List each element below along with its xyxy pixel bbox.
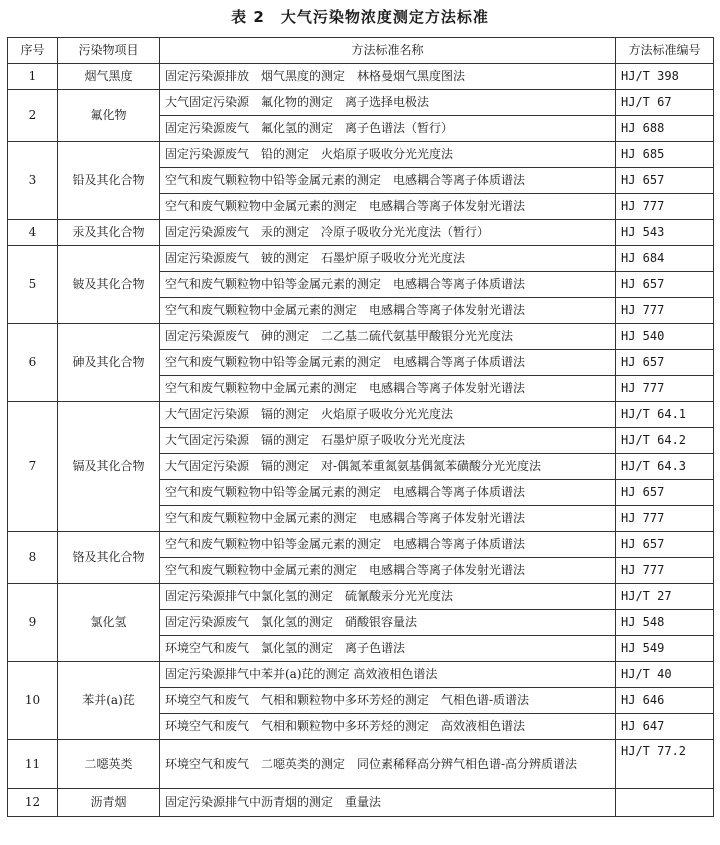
table-row [8, 584, 714, 610]
row-number: 10 [8, 662, 58, 740]
method-code-cell: HJ/T 27 [616, 584, 714, 610]
method-name-cell: 环境空气和废气 氯化氢的测定 离子色谱法 [160, 636, 616, 662]
method-name-cell: 大气固定污染源 氟化物的测定 离子选择电极法 [160, 90, 616, 116]
method-name-cell: 空气和废气颗粒物中金属元素的测定 电感耦合等离子体发射光谱法 [160, 194, 616, 220]
method-name-cell: 大气固定污染源 镉的测定 火焰原子吸收分光光度法 [160, 402, 616, 428]
pollutant-cell: 汞及其化合物 [58, 220, 160, 246]
table-row [8, 64, 714, 90]
method-code-cell: HJ/T 64.2 [616, 428, 714, 454]
pollutant-cell: 铬及其化合物 [58, 532, 160, 584]
method-code-cell: HJ 543 [616, 220, 714, 246]
method-code-cell: HJ/T 40 [616, 662, 714, 688]
method-code-cell: HJ 646 [616, 688, 714, 714]
method-code-cell: HJ 685 [616, 142, 714, 168]
pollutant-cell: 烟气黑度 [58, 64, 160, 90]
method-name-cell: 环境空气和废气 二噁英类的测定 同位素稀释高分辨气相色谱-高分辨质谱法 [160, 740, 616, 789]
row-number: 9 [8, 584, 58, 662]
method-name-cell: 大气固定污染源 镉的测定 石墨炉原子吸收分光光度法 [160, 428, 616, 454]
method-name-cell: 空气和废气颗粒物中金属元素的测定 电感耦合等离子体发射光谱法 [160, 376, 616, 402]
row-number: 1 [8, 64, 58, 90]
method-name-cell: 固定污染源废气 氟化氢的测定 离子色谱法（暂行） [160, 116, 616, 142]
row-number: 11 [8, 740, 58, 789]
row-number: 4 [8, 220, 58, 246]
method-name-cell: 空气和废气颗粒物中铅等金属元素的测定 电感耦合等离子体质谱法 [160, 168, 616, 194]
table-row [8, 532, 714, 558]
method-code-cell: HJ 657 [616, 350, 714, 376]
method-code-cell: HJ 777 [616, 376, 714, 402]
method-code-cell: HJ 684 [616, 246, 714, 272]
method-name-cell: 空气和废气颗粒物中铅等金属元素的测定 电感耦合等离子体质谱法 [160, 272, 616, 298]
method-name-cell: 环境空气和废气 气相和颗粒物中多环芳烃的测定 高效液相色谱法 [160, 714, 616, 740]
method-name-cell: 空气和废气颗粒物中金属元素的测定 电感耦合等离子体发射光谱法 [160, 298, 616, 324]
row-number: 8 [8, 532, 58, 584]
method-name-cell: 固定污染源排气中氯化氢的测定 硫氰酸汞分光光度法 [160, 584, 616, 610]
pollutant-cell: 砷及其化合物 [58, 324, 160, 402]
method-name-cell: 固定污染源废气 砷的测定 二乙基二硫代氨基甲酸银分光光度法 [160, 324, 616, 350]
row-number: 12 [8, 789, 58, 817]
header-pollutant: 污染物项目 [58, 38, 160, 64]
table-row [8, 402, 714, 428]
pollutant-cell: 氯化氢 [58, 584, 160, 662]
row-number: 5 [8, 246, 58, 324]
pollutant-cell: 镉及其化合物 [58, 402, 160, 532]
table-body [8, 64, 714, 817]
method-name-cell: 环境空气和废气 气相和颗粒物中多环芳烃的测定 气相色谱-质谱法 [160, 688, 616, 714]
row-number: 3 [8, 142, 58, 220]
method-name-cell: 固定污染源排放 烟气黑度的测定 林格曼烟气黑度图法 [160, 64, 616, 90]
method-code-cell: HJ/T 64.1 [616, 402, 714, 428]
method-code-cell: HJ 657 [616, 272, 714, 298]
method-code-cell: HJ 540 [616, 324, 714, 350]
method-code-cell: HJ 657 [616, 480, 714, 506]
table-row [8, 662, 714, 688]
header-method: 方法标准名称 [160, 38, 616, 64]
method-code-cell: HJ 548 [616, 610, 714, 636]
method-name-cell: 空气和废气颗粒物中铅等金属元素的测定 电感耦合等离子体质谱法 [160, 480, 616, 506]
method-name-cell: 固定污染源废气 汞的测定 冷原子吸收分光光度法（暂行） [160, 220, 616, 246]
method-code-cell: HJ 688 [616, 116, 714, 142]
method-code-cell: HJ/T 77.2 [616, 740, 714, 789]
method-code-cell: HJ 777 [616, 506, 714, 532]
method-name-cell: 空气和废气颗粒物中金属元素的测定 电感耦合等离子体发射光谱法 [160, 558, 616, 584]
method-code-cell: HJ 657 [616, 532, 714, 558]
row-number: 7 [8, 402, 58, 532]
pollutant-cell: 铍及其化合物 [58, 246, 160, 324]
method-name-cell: 大气固定污染源 镉的测定 对-偶氮苯重氮氨基偶氮苯磺酸分光光度法 [160, 454, 616, 480]
row-number: 2 [8, 90, 58, 142]
header-code: 方法标准编号 [616, 38, 714, 64]
header-row [8, 38, 714, 64]
method-code-cell: HJ 657 [616, 168, 714, 194]
method-name-cell: 空气和废气颗粒物中铅等金属元素的测定 电感耦合等离子体质谱法 [160, 350, 616, 376]
method-name-cell: 空气和废气颗粒物中铅等金属元素的测定 电感耦合等离子体质谱法 [160, 532, 616, 558]
row-number: 6 [8, 324, 58, 402]
table-row [8, 740, 714, 789]
method-name-cell: 固定污染源废气 铅的测定 火焰原子吸收分光光度法 [160, 142, 616, 168]
pollutant-cell: 氟化物 [58, 90, 160, 142]
method-name-cell: 固定污染源废气 铍的测定 石墨炉原子吸收分光光度法 [160, 246, 616, 272]
table-row [8, 246, 714, 272]
method-code-cell: HJ 647 [616, 714, 714, 740]
table-title: 表 2 大气污染物浓度测定方法标准 [231, 8, 489, 26]
method-code-cell: HJ/T 64.3 [616, 454, 714, 480]
method-code-cell: HJ 777 [616, 558, 714, 584]
method-code-cell: HJ 549 [616, 636, 714, 662]
pollutant-cell: 沥青烟 [58, 789, 160, 817]
method-name-cell: 固定污染源废气 氯化氢的测定 硝酸银容量法 [160, 610, 616, 636]
method-code-cell: HJ 777 [616, 298, 714, 324]
table-row [8, 90, 714, 116]
standards-table [7, 37, 714, 817]
table-row [8, 142, 714, 168]
pollutant-cell: 苯并(a)芘 [58, 662, 160, 740]
method-name-cell: 空气和废气颗粒物中金属元素的测定 电感耦合等离子体发射光谱法 [160, 506, 616, 532]
table-row [8, 324, 714, 350]
table-row [8, 220, 714, 246]
method-code-cell: HJ 777 [616, 194, 714, 220]
table-row [8, 789, 714, 817]
header-no: 序号 [8, 38, 58, 64]
method-code-cell [616, 789, 714, 817]
method-name-cell: 固定污染源排气中沥青烟的测定 重量法 [160, 789, 616, 817]
pollutant-cell: 二噁英类 [58, 740, 160, 789]
pollutant-cell: 铅及其化合物 [58, 142, 160, 220]
method-name-cell: 固定污染源排气中苯并(a)芘的测定 高效液相色谱法 [160, 662, 616, 688]
method-code-cell: HJ/T 398 [616, 64, 714, 90]
method-code-cell: HJ/T 67 [616, 90, 714, 116]
